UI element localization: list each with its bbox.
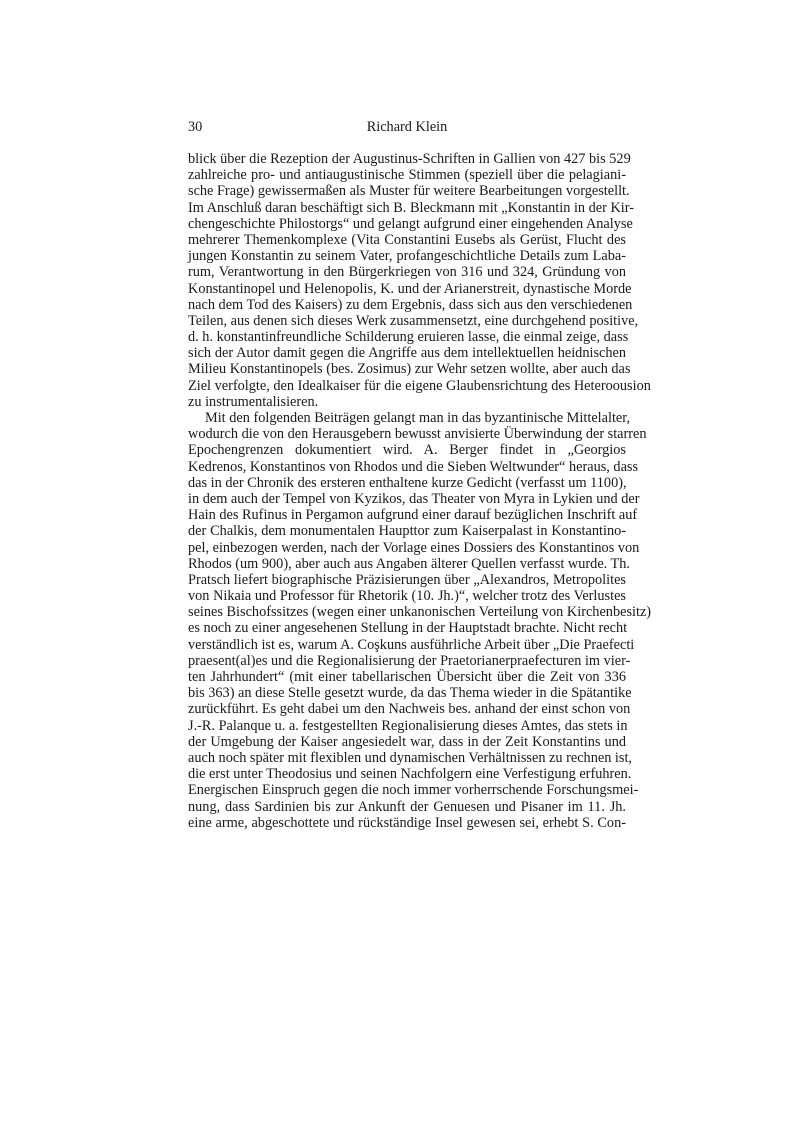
text-line: nach dem Tod des Kaisers) zu dem Ergebnis, dass sich aus den verschiedenen bbox=[188, 296, 633, 313]
running-header bbox=[188, 119, 626, 137]
text-line: verständlich ist es, warum A. Coşkuns ausführliche Arbeit über „Die Praefecti bbox=[188, 636, 635, 653]
text-line: Im Anschluß daran beschäftigt sich B. Bleckmann mit „Konstantin in der Kir- bbox=[188, 199, 634, 216]
text-line: J.-R. Palanque u. a. festgestellten Regionalisierung dieses Amtes, das stets in bbox=[188, 717, 628, 734]
text-line: das in der Chronik des ersteren enthaltene kurze Gedicht (verfasst um 1100), bbox=[188, 474, 627, 491]
running-title: Richard Klein bbox=[366, 119, 448, 135]
text-line: Ziel verfolgte, den Idealkaiser für die eigene Glaubensrichtung des Heteroousion bbox=[188, 377, 651, 394]
page-number: 30 bbox=[188, 119, 203, 135]
text-line: Epochengrenzen dokumentiert wird. A. Berger findet in „Georgios bbox=[188, 442, 626, 459]
text-line: zurückführt. Es geht dabei um den Nachweis bes. anhand der einst schon von bbox=[188, 701, 631, 718]
text-line: ten Jahrhundert“ (mit einer tabellarischen Übersicht über die Zeit von 336 bbox=[188, 669, 626, 685]
text-line: mehrerer Themenkomplexe (Vita Constantini Eusebs als Gerüst, Flucht des bbox=[188, 231, 626, 248]
text-line: zu instrumentalisieren. bbox=[188, 393, 319, 410]
text-line: der Umgebung der Kaiser angesiedelt war, dass in der Zeit Konstantins und bbox=[188, 733, 626, 750]
text-line: Milieu Konstantinopels (bes. Zosimus) zur Wehr setzen wollte, aber auch das bbox=[188, 361, 631, 378]
text-line: Teilen, aus denen sich dieses Werk zusammensetzt, eine durchgehend positive, bbox=[188, 312, 639, 329]
text-line: praesent(al)es und die Regionalisierung der Praetorianerpraefecturen im vier- bbox=[188, 652, 631, 669]
paragraph bbox=[188, 151, 651, 410]
text-line: rum, Verantwortung in den Bürgerkriegen von 316 und 324, Gründung von bbox=[188, 264, 626, 281]
text-line: wodurch die von den Herausgebern bewusst anvisierte Überwindung der starren bbox=[188, 426, 647, 443]
text-line: Rhodos (um 900), aber auch aus Angaben älterer Quellen verfasst wurde. Th. bbox=[188, 555, 631, 572]
text-line: Hain des Rufinus in Pergamon aufgrund einer darauf bezüglichen Inschrift auf bbox=[188, 507, 638, 524]
text-line: zahlreiche pro- und antiaugustinische Stimmen (speziell über die pelagiani- bbox=[188, 167, 626, 184]
text-line: nung, dass Sardinien bis zur Ankunft der Genuesen und Pisaner im 11. Jh. bbox=[188, 798, 626, 815]
text-line: pel, einbezogen werden, nach der Vorlage eines Dossiers des Konstantinos von bbox=[188, 539, 640, 556]
text-line: es noch zu einer angesehenen Stellung in der Hauptstadt brachte. Nicht recht bbox=[188, 620, 628, 637]
text-line: in dem auch der Tempel von Kyzikos, das Theater von Myra in Lykien und der bbox=[188, 490, 640, 507]
text-line: bis 363) an diese Stelle gesetzt wurde, da das Thema wieder in die Spätantike bbox=[188, 685, 632, 702]
text-line: von Nikaia und Professor für Rhetorik (10. Jh.)“, welcher trotz des Verlustes bbox=[188, 588, 626, 605]
text-line: eine arme, abgeschottete und rückständige Insel gewesen sei, erhebt S. Con- bbox=[188, 814, 626, 831]
text-line: die erst unter Theodosius und seinen Nachfolgern eine Verfestigung erfuhren. bbox=[188, 766, 632, 783]
paragraph bbox=[188, 410, 652, 831]
text-line: jungen Konstantin zu seinem Vater, profangeschichtliche Details zum Laba- bbox=[188, 248, 626, 265]
text-line: sich der Autor damit gegen die Angriffe aus dem intellektuellen heidnischen bbox=[188, 345, 626, 362]
text-line: sche Frage) gewissermaßen als Muster für weitere Bearbeitungen vorgestellt. bbox=[188, 183, 630, 200]
text-line: d. h. konstantinfreundliche Schilderung eruieren lasse, die einmal zeige, dass bbox=[188, 329, 629, 346]
text-line: auch noch später mit flexiblen und dynamischen Verhältnissen zu rechnen ist, bbox=[188, 749, 633, 766]
text-line: seines Bischofssitzes (wegen einer unkanonischen Verteilung von Kirchenbesitz) bbox=[188, 604, 652, 621]
text-line: Pratsch liefert biographische Präzisierungen über „Alexandros, Metropolites bbox=[188, 571, 626, 588]
text-line: Kedrenos, Konstantinos von Rhodos und die Sieben Weltwunder“ heraus, dass bbox=[188, 458, 639, 475]
text-line: Mit den folgenden Beiträgen gelangt man in das byzantinische Mittelalter, bbox=[205, 410, 631, 426]
text-line: chengeschichte Philostorgs“ und gelangt aufgrund einer eingehenden Analyse bbox=[188, 215, 633, 232]
text-line: blick über die Rezeption der Augustinus-Schriften in Gallien von 427 bis 529 bbox=[188, 151, 631, 167]
text-line: der Chalkis, dem monumentalen Haupttor zum Kaiserpalast in Konstantino- bbox=[188, 523, 626, 540]
text-line: Konstantinopel und Helenopolis, K. und der Arianerstreit, dynastische Morde bbox=[188, 280, 632, 297]
text-line: Energischen Einspruch gegen die noch immer vorherrschende Forschungsmei- bbox=[188, 782, 639, 799]
body-text bbox=[188, 151, 652, 831]
